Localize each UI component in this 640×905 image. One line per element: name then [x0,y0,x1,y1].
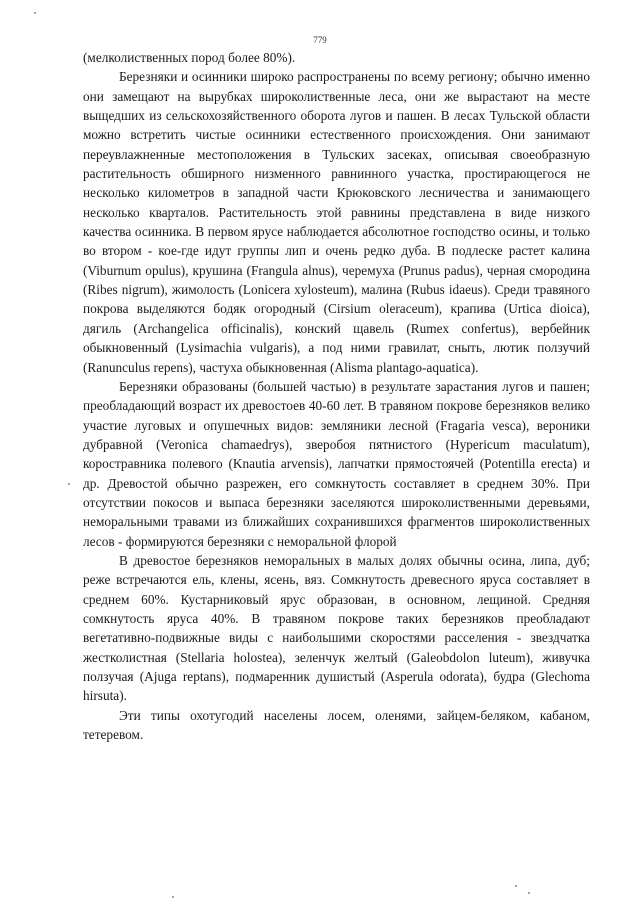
paragraph-continuation: (мелколиственных пород более 80%). [83,50,296,65]
document-body [83,48,590,744]
paragraph-nemoral-birch: В древостое березняков неморальных в малых долях обычны осина, липа, дуб; реже встречаются ель, клены, ясень, вяз. Сомкнутость древесного яруса составляет в среднем 60%. Кустарниковый ярус образован, в основном, лещиной. Средняя сомкнутость яруса 40%. В травяном покрове таких березняков преобладают вегетативно-подвижные виды с наибольшими скоростями расселения - звездчатка жестколистная (Stellaria holostea), зеленчук желтый (Galeobdolon luteum), живучка ползучая (Ajuga reptans), подмаренник душистый (Asperula odorata), будра (Glechoma hirsuta). [83,552,590,704]
paragraph-hunting-grounds: Эти типы охотугодий населены лосем, оленями, зайцем-беляком, кабаном, тетеревом. [83,707,590,743]
scan-speck [68,483,70,485]
scan-speck [515,885,517,887]
paragraph-birch-aspen-distribution: Березняки и осинники широко распространены по всему региону; обычно именно они замещают на вырубках широколиственные леса, они же вырастают на месте выщедших из сельскохозяйственного оборота лугов и пашен. В лесах Тульской области можно встретить чистые осинники естественного происхождения. Они занимают переувлажненные местоположения в Тульских засеках, описывая своеобразную растительность обширного низменного равнинного участка, простирающегося не несколько километров в западной части Крюковского лесничества и занимающего несколько кварталов. Растительность этой равнины представлена в виде низкого качества осинника. В первом ярусе наблюдается абсолютное господство осины, и только во втором - кое-где идут группы лип и очень редко дуба. В подлеске растет калина (Viburnum opulus), крушина (Frangula alnus), черемуха (Prunus padus), черная смородина (Ribes nigrum), жимолость (Lonicera xylosteum), малина (Rubus idaeus). Среди травяного покрова выделяются бодяк огородный (Cirsium oleraceum), крапива (Urtica dioica), дягиль (Archangelica officinalis), конский щавель (Rumex confertus), вербейник обыкновенный (Lysimachia vulgaris), а под ними гравилат, сныть, лютик ползучий (Ranunculus repens), частуха обыкновенная (Alisma plantago-aquatica). [83,69,590,375]
page-number: 779 [313,35,327,45]
paragraph-birch-origin: Березняки образованы (большей частью) в результате зарастания лугов и пашен; преобладающий возраст их древостоев 40-60 лет. В травяном покрове березняков велико участие луговых и опушечных видов: земляники лесной (Fragaria vesca), вероники дубравной (Veronica chamaedrys), зверобоя пятнистого (Hypericum maculatum), коростравника полевого (Knautia arvensis), лапчатки прямостоячей (Potentilla erecta) и др. Древостой обычно разрежен, его сомкнутость составляет в среднем 30%. При отсутствии покосов и выпаса березняки заселяются широколиственными деревьями, неморальными травами из ближайших сохранившихся фрагментов широколиственных лесов - формируются березняки с неморальной флорой [83,378,590,549]
scan-speck [528,892,530,894]
scan-speck [34,12,36,14]
scan-speck [172,896,174,898]
